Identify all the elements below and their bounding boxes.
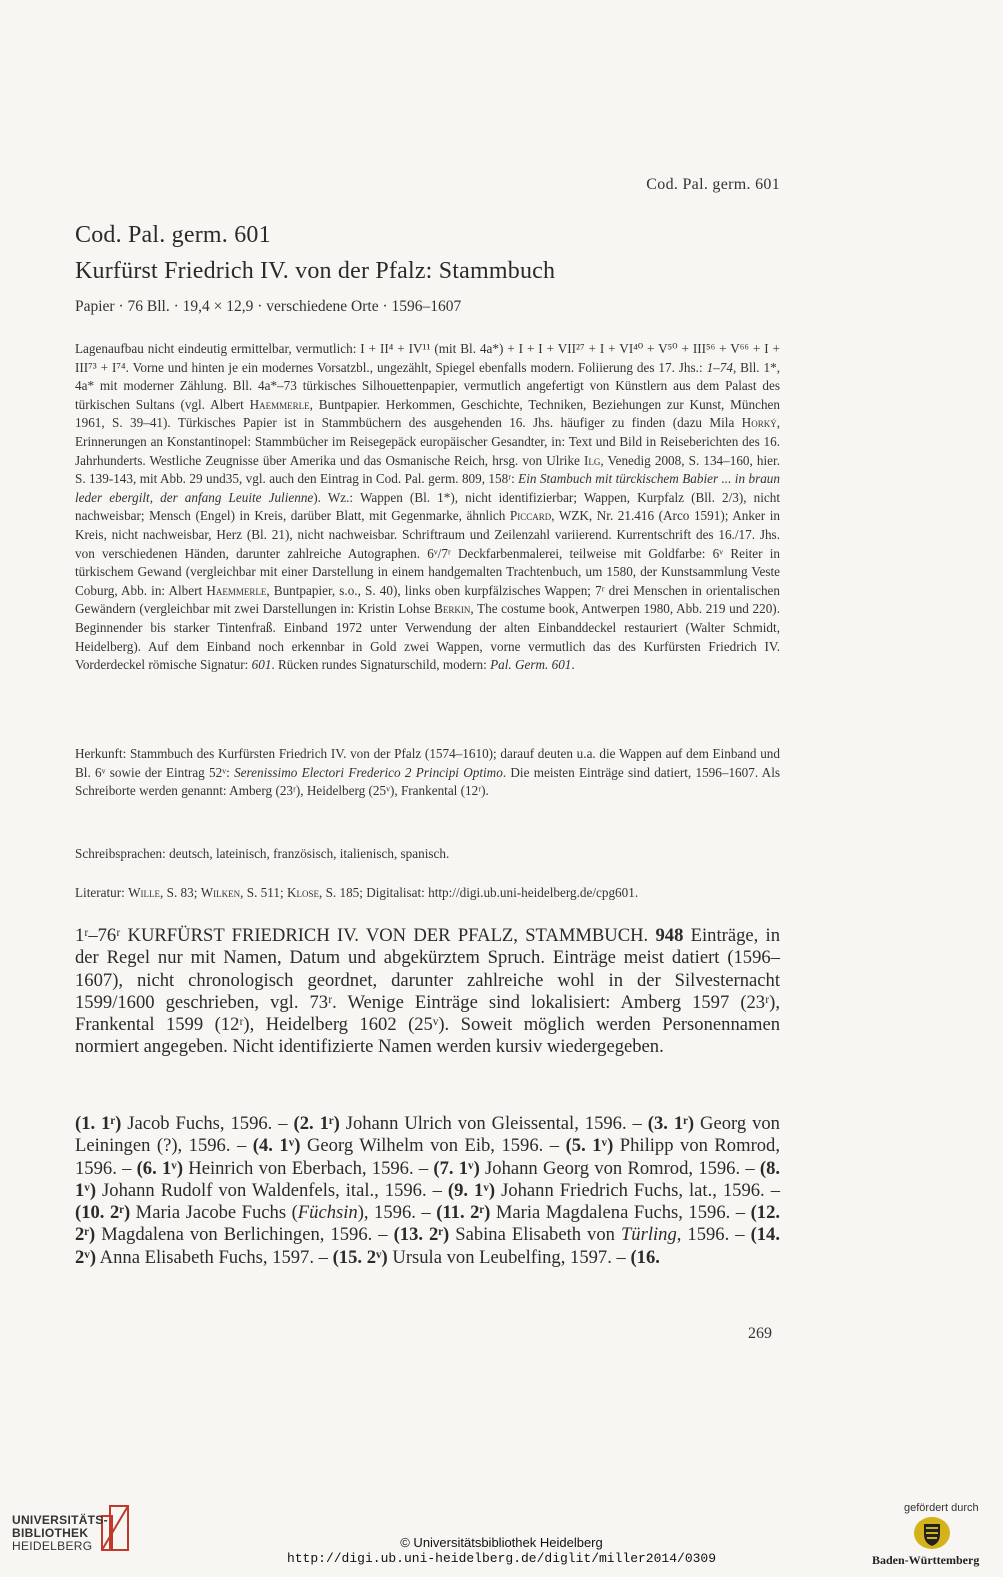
entry-text: Johann Georg von Romrod, 1596. – — [479, 1157, 760, 1179]
provenance-paragraph: Herkunft: Stammbuch des Kurfürsten Friedrich IV. von der Pfalz (1574–1610); darauf deuten u.a. die Wappen auf dem Einband und Bl. 6ᵛ sowie der Eintrag 52ᵛ: Serenissimo Electori Frederico 2 Principi Optimo. Die meisten Einträge sind datiert, 1596–1607. Als Schreiborte werden genannt: Amberg (23ʳ), Heidelberg (25ᵛ), Frankental (12ʳ). — [75, 746, 780, 799]
entry-name-italic: Füchsin — [297, 1202, 358, 1224]
entry-text: Philipp von Romrod, 1596. – — [75, 1135, 781, 1179]
entry-number: (12. 2ʳ) — [75, 1202, 781, 1246]
entry-item — [137, 1158, 434, 1179]
entry-item — [75, 1113, 294, 1134]
literature-paragraph: Literatur: Wille, S. 83; Wilken, S. 511; Klose, S. 185; Digitalisat: http://digi.ub.uni-heidelberg.de/cpg601. — [75, 885, 639, 900]
languages-paragraph: Schreibsprachen: deutsch, lateinisch, französisch, italienisch, spanisch. — [75, 846, 450, 861]
entry-text-after: , 1596. – — [676, 1224, 751, 1246]
footer-credits — [0, 1535, 1003, 1567]
sponsor-label: gefördert durch — [904, 1502, 979, 1514]
entry-number: (4. 1ᵛ) — [252, 1135, 301, 1157]
entry-number: (16. — [630, 1246, 660, 1268]
permalink-url[interactable]: http://digi.ub.uni-heidelberg.de/diglit/miller2014/0309 — [286, 1551, 717, 1566]
entry-number: (11. 2ʳ) — [436, 1202, 491, 1224]
codex-title: Kurfürst Friedrich IV. von der Pfalz: Stammbuch — [75, 258, 556, 284]
running-head: Cod. Pal. germ. 601 — [646, 176, 780, 193]
entry-number: (14. 2ᵛ) — [75, 1224, 780, 1268]
entry-text-after: ), 1596. – — [357, 1202, 437, 1224]
entry-number: (15. 2ᵛ) — [332, 1246, 388, 1268]
entries-list — [75, 1113, 780, 1269]
entry-item — [253, 1135, 566, 1156]
entry-text: Anna Elisabeth Fuchs, 1597. – — [96, 1246, 333, 1268]
entry-number: (13. 2ʳ) — [393, 1224, 450, 1246]
state-coat-of-arms-icon — [912, 1515, 952, 1551]
contents-intro: 1ʳ–76ʳ KURFÜRST FRIEDRICH IV. VON DER PFALZ, STAMMBUCH. 948 Einträge, in der Regel nur mit Namen, Datum und abgekürztem Spruch. Einträge meist datiert (1596–1607), nicht chronologisch geordnet, darunter zahlreiche wohl in der Silvesternacht 1599/1600 geschrieben, vgl. 73ʳ. Wenige Einträge sind lokalisiert: Amberg 1597 (23ʳ), Frankental 1599 (12ʳ), Heidelberg 1602 (25ᵛ). Soweit möglich werden Personennamen normiert angegeben. Nicht identifizierte Namen werden kursiv wiedergegeben. — [75, 925, 781, 1058]
entry-item — [294, 1113, 648, 1134]
entry-number: (3. 1ʳ) — [647, 1113, 695, 1134]
entry-text: Johann Rudolf von Waldenfels, ital., 1596. – — [96, 1179, 448, 1201]
entry-number: (5. 1ᵛ) — [565, 1135, 614, 1157]
codex-signature: Cod. Pal. germ. 601 — [75, 222, 271, 248]
entry-item — [436, 1202, 750, 1223]
entry-number: (9. 1ᵛ) — [447, 1179, 496, 1201]
entry-item — [630, 1247, 659, 1268]
entry-item — [75, 1202, 436, 1223]
entry-item — [333, 1247, 631, 1268]
entry-text: Johann Friedrich Fuchs, lat., 1596. – — [495, 1179, 780, 1201]
entry-number: (6. 1ᵛ) — [136, 1157, 184, 1179]
entry-item — [448, 1180, 780, 1201]
page-number: 269 — [748, 1325, 772, 1342]
entry-item — [433, 1158, 760, 1179]
entry-text: Georg Wilhelm von Eib, 1596. – — [300, 1135, 566, 1157]
entry-number: (7. 1ᵛ) — [433, 1157, 480, 1179]
sponsor-name: Baden-Württemberg — [872, 1553, 980, 1567]
entry-number: (1. 1ʳ) — [75, 1113, 122, 1134]
entry-text: Maria Jacobe Fuchs ( — [130, 1202, 298, 1224]
entry-text: Magdalena von Berlichingen, 1596. – — [95, 1224, 394, 1246]
codex-meta: Papier · 76 Bll. · 19,4 × 12,9 · verschiedene Orte · 1596–1607 — [75, 298, 462, 315]
entry-text: Ursula von Leubelfing, 1597. – — [387, 1246, 631, 1268]
copyright-text: © Universitätsbibliothek Heidelberg — [400, 1535, 603, 1550]
entry-item — [394, 1224, 751, 1245]
entry-text: Jacob Fuchs, 1596. – — [121, 1113, 294, 1134]
entry-number: (8. 1ᵛ) — [75, 1157, 781, 1201]
entry-number: (2. 1ʳ) — [293, 1113, 340, 1134]
entry-text: Georg von Leiningen (?), 1596. – — [75, 1113, 780, 1157]
entry-text: Sabina Elisabeth von — [449, 1224, 621, 1246]
physical-description: Lagenaufbau nicht eindeutig ermittelbar, vermutlich: I + II⁴ + IV¹¹ (mit Bl. 4a*) + I + I + VII²⁷ + I + VI⁴⁰ + V⁵⁰ + III⁵⁶ + V⁶⁶ + I + III⁷³ + I⁷⁴. Vorne und hinten je ein modernes Vorsatzbl., ungezählt, Spiegel ebenfalls modern. Foliierung des 17. Jhs.: 1–74, Bll. 1*, 4a* mit moderner Zählung. Bll. 4a*–73 türkisches Silhouettenpapier, vermutlich angefertigt von Künstlern aus dem Palast des türkischen Sultans (vgl. Albert Haemmerle, Buntpapier. Herkommen, Geschichte, Techniken, Beziehungen zur Kunst, München 1961, S. 39–41). Türkisches Papier ist in Stammbüchern des ausgehenden 16. Jhs. häufiger zu finden (dazu Mila Horký, Erinnerungen an Konstantinopel: Stammbücher im Reisegepäck europäischer Gesandter, in: Text und Bild in Reiseberichten des 16. Jahrhunderts. Westliche Zeugnisse über Amerika und das Osmanische Reich, hrsg. von Ulrike Ilg, Venedig 2008, S. 134–160, hier. S. 139-143, mit Abb. 29 und35, vgl. auch den Eintrag in Cod. Pal. germ. 809, 158ʳ: Ein Stambuch mit türckischem Babier ... in braun leder ebergilt, der anfang Leuite Julienne). Wz.: Wappen (Bl. 1*), nicht identifizierbar; Wappen, Kurpfalz (Bll. 2/3), nicht nachweisbar; Mensch (Engel) in Kreis, darüber Blatt, mit Gegenmarke, ähnlich Piccard, WZK, Nr. 21.416 (Arco 1591); Anker in Kreis, nicht nachweisbar, Herz (Bl. 21), nicht nachweisbar. Schriftraum und Zeilenzahl variierend. Kurrentschrift des 16./17. Jhs. von verschiedenen Händen, darunter zahlreiche Autographen. 6ᵛ/7ʳ Deckfarbenmalerei, teilweise mit Goldfarbe: 6ᵛ Reiter in türkischem Gewand (vergleichbar mit einer Darstellung in einem handgemalten Trachtenbuch, um 1580, der Kunstsammlung Veste Coburg, Abb. in: Albert Haemmerle, Buntpapier, s.o., S. 40), links oben kurpfälzisches Wappen; 7ʳ drei Menschen in orientalischen Gewändern (vergleichbar mit zwei Darstellungen in: Kristin Lohse Berkin, The costume book, Antwerpen 1980, Abb. 219 und 220). Beginnender bis starker Tintenfraß. Einband 1972 unter Verwendung der alten Einbanddeckel restauriert (Walter Schmidt, Heidelberg). Auf dem Einband noch erkennbar in Gold zwei Wappen, vorne vermutlich das des Kurfürsten Friedrich IV. Vorderdeckel römische Signatur: 601. Rücken rundes Signaturschild, modern: Pal. Germ. 601. — [75, 341, 781, 673]
entry-number: (10. 2ʳ) — [75, 1202, 131, 1224]
entry-text: Heinrich von Eberbach, 1596. – — [183, 1157, 434, 1179]
entry-text: Johann Ulrich von Gleissental, 1596. – — [339, 1113, 648, 1134]
entry-name-italic: Türling — [620, 1224, 677, 1246]
entry-text: Maria Magdalena Fuchs, 1596. – — [490, 1202, 751, 1224]
library-name: UNIVERSITÄTS- BIBLIOTHEK HEIDELBERG — [12, 1513, 108, 1553]
